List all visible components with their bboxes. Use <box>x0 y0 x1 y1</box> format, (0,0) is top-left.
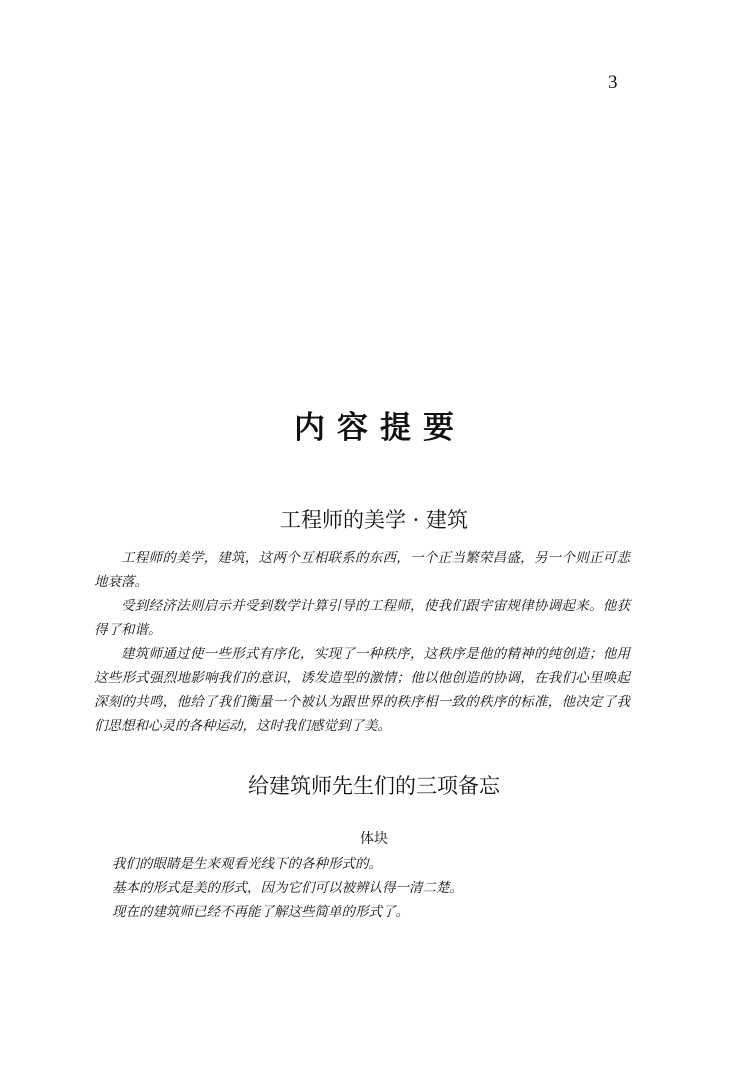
page-number: 3 <box>608 72 618 93</box>
subheading-mass: 体块 <box>360 831 388 847</box>
section-body-mass <box>112 852 648 924</box>
section-heading-three-reminders: 给建筑师先生们的三项备忘 <box>248 774 500 798</box>
paragraph: 工程师的美学，建筑，这两个互相联系的东西，一个正当繁荣昌盛，另一个则正可悲地衰落。 <box>94 550 630 590</box>
paragraph: 建筑师通过使一些形式有序化，实现了一种秩序，这秩序是他的精神的纯创造；他用这些形式强烈地影响我们的意识，诱发造型的激情；他以他创造的协调，在我们心里唤起深刻的共鸣，他给了我们衡量一个被认为跟世界的秩序相一致的秩序的标准，他决定了我们思想和心灵的各种运动，这时我们感觉到了美。 <box>94 646 630 734</box>
section-heading-engineer-aesthetic: 工程师的美学 · 建筑 <box>279 508 469 532</box>
paragraph: 受到经济法则启示并受到数学计算引导的工程师，使我们跟宇宙规律协调起来。他获得了和谐。 <box>94 598 630 638</box>
section-body-engineer-aesthetic <box>94 546 630 738</box>
text-line: 基本的形式是美的形式，因为它们可以被辨认得一清二楚。 <box>112 880 463 896</box>
page-title: 内容提要 <box>294 410 466 446</box>
text-line: 我们的眼睛是生来观看光线下的各种形式的。 <box>112 856 382 872</box>
text-line: 现在的建筑师已经不再能了解这些简单的形式了。 <box>112 904 409 920</box>
